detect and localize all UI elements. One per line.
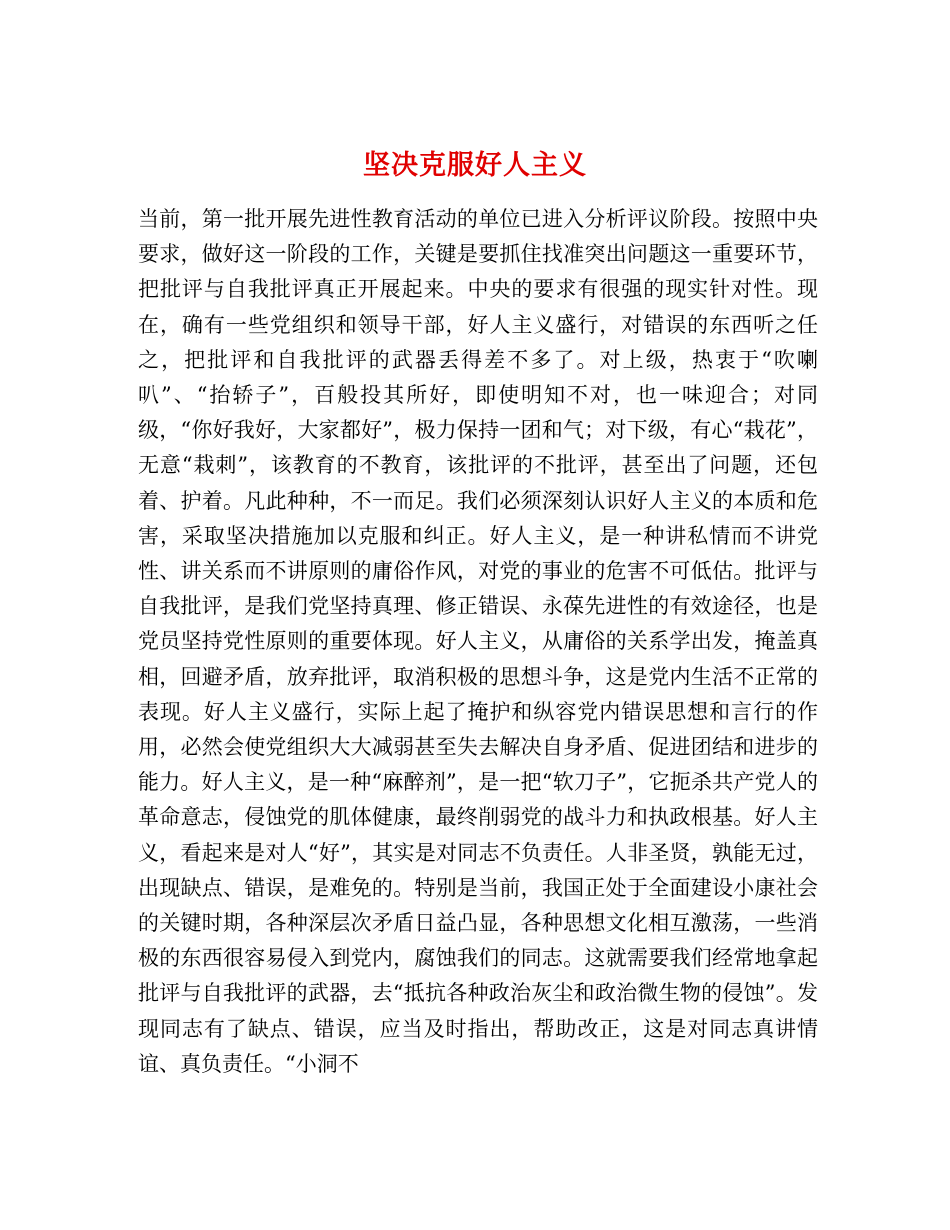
document-body-paragraph: 当前，第一批开展先进性教育活动的单位已进入分析评议阶段。按照中央要求，做好这一阶段的工作，关键是要抓住找准突出问题这一重要环节，把批评与自我批评真正开展起来。中央的要求有很强的现实针对性。现在，确有一些党组织和领导干部，好人主义盛行，对错误的东西听之任之，把批评和自我批评的武器丢得差不多了。对上级，热衷于“吹喇叭”、“抬轿子”，百般投其所好，即使明知不对，也一味迎合；对同级，“你好我好，大家都好”，极力保持一团和气；对下级，有心“栽花”，无意“栽刺”，该教育的不教育，该批评的不批评，甚至出了问题，还包着、护着。凡此种种，不一而足。我们必须深刻认识好人主义的本质和危害，采取坚决措施加以克服和纠正。好人主义，是一种讲私情而不讲党性、讲关系而不讲原则的庸俗作风，对党的事业的危害不可低估。批评与自我批评，是我们党坚持真理、修正错误、永葆先进性的有效途径，也是党员坚持党性原则的重要体现。好人主义，从庸俗的关系学出发，掩盖真相，回避矛盾，放弃批评，取消积极的思想斗争，这是党内生活不正常的表现。好人主义盛行，实际上起了掩护和纵容党内错误思想和言行的作用，必然会使党组织大大减弱甚至失去解决自身矛盾、促进团结和进步的能力。好人主义，是一种“麻醉剂”，是一把“软刀子”，它扼杀共产党人的革命意志，侵蚀党的肌体健康，最终削弱党的战斗力和执政根基。好人主义，看起来是对人“好”，其实是对同志不负责任。人非圣贤，孰能无过，出现缺点、错误，是难免的。特别是当前，我国正处于全面建设小康社会的关键时期，各种深层次矛盾日益凸显，各种思想文化相互激荡，一些消极的东西很容易侵入到党内，腐蚀我们的同志。这就需要我们经常地拿起批评与自我批评的武器，去“抵抗各种政治灰尘和政治微生物的侵蚀”。发现同志有了缺点、错误，应当及时指出，帮助改正，这是对同志真讲情谊、真负责任。“小洞不 bbox=[138, 207, 818, 1076]
document-title: 坚决克服好人主义 bbox=[363, 150, 587, 182]
